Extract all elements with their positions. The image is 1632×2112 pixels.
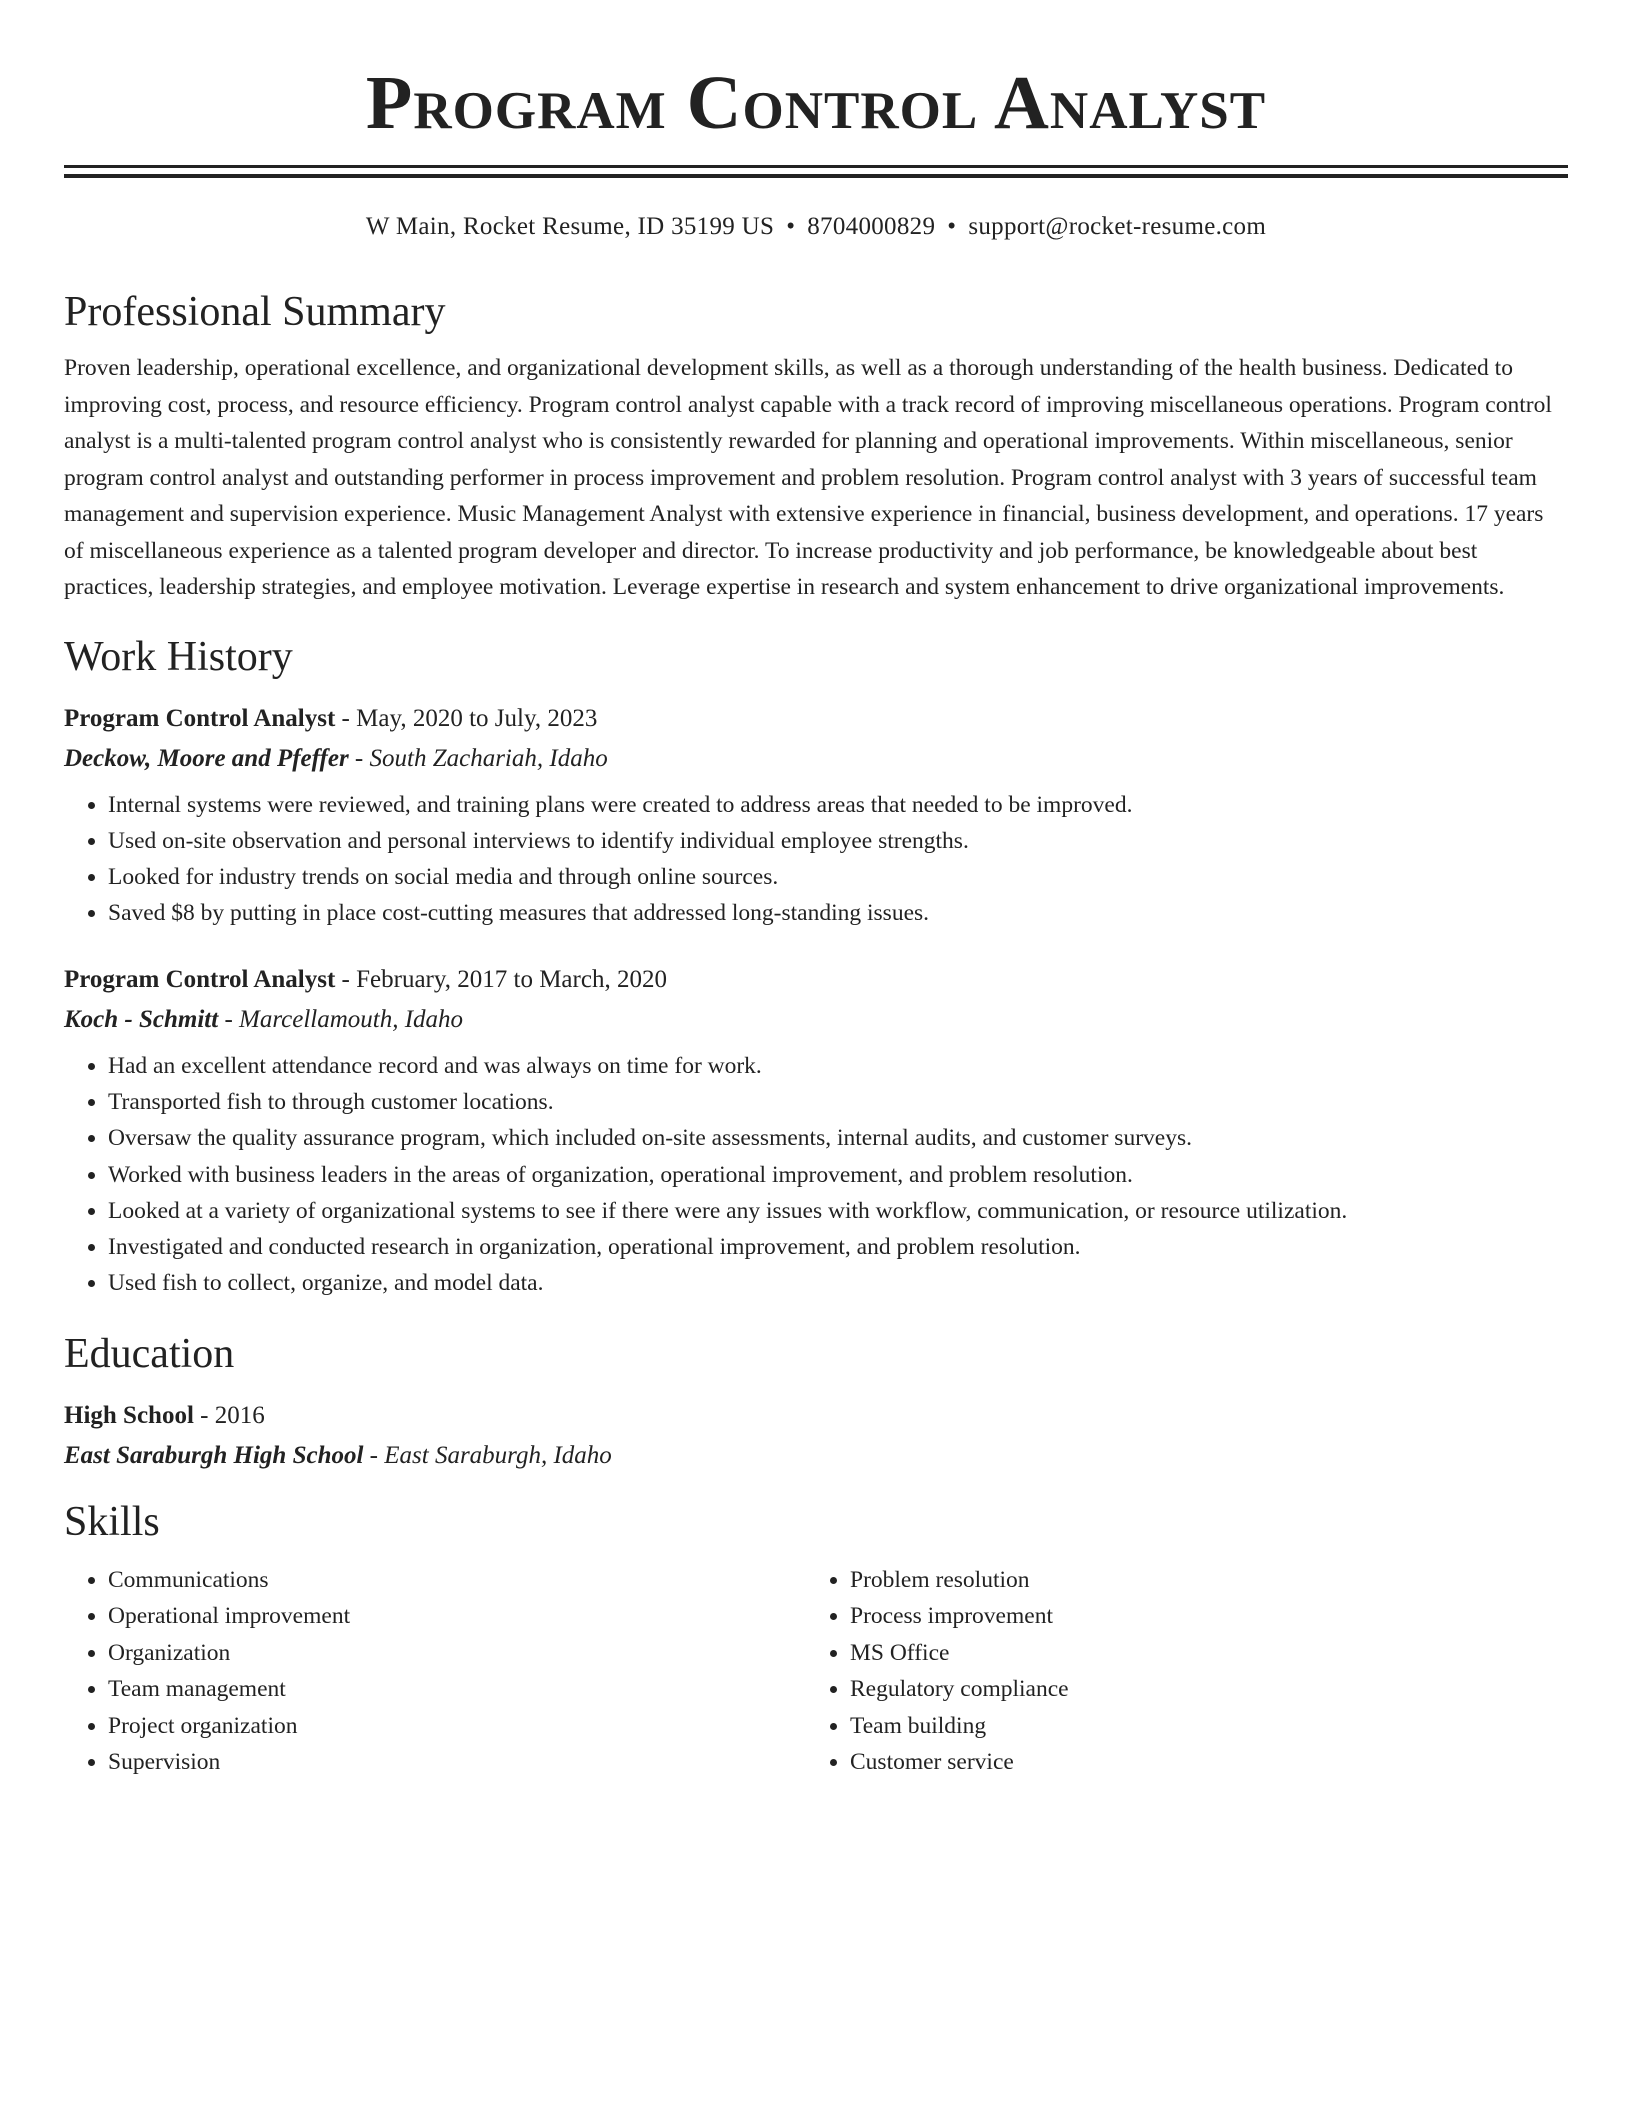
job-bullet: • Worked with business leaders in the areas of organization, operational improvement, and problem resolution. [108,1157,1568,1193]
section-heading-education: Education [64,1330,235,1377]
education-location: - East Saraburgh, Idaho [363,1441,612,1469]
education-school-line [64,1438,1568,1474]
job-company-line [64,741,1568,777]
job-bullet-list [64,787,1568,932]
skill-item: • Communications [108,1562,806,1599]
skill-item: • MS Office [850,1635,1550,1672]
job-location: - South Zachariah, Idaho [348,744,608,772]
job-bullet: • Used fish to collect, organize, and model data. [108,1265,1568,1301]
title-divider-bottom [64,174,1568,178]
education-school: East Saraburgh High School [64,1441,364,1469]
skill-item: • Team management [108,1671,806,1708]
section-heading-work-history: Work History [64,633,293,680]
job-title: Program Control Analyst [64,965,336,993]
skills-column-right [806,1562,1550,1781]
contact-phone: 8704000829 [807,213,936,240]
contact-separator: • [786,213,796,240]
education-entry [64,1398,1568,1474]
education-degree-line [64,1398,1568,1434]
job-company-line [64,1002,1568,1038]
contact-email: support@rocket-resume.com [968,213,1267,240]
education-year: - 2016 [193,1401,265,1429]
job-dates: - February, 2017 to March, 2020 [335,965,667,993]
title-divider-top [64,165,1568,168]
resume-title: Program Control Analyst [365,61,1267,145]
job-company: Koch - Schmitt [64,1005,219,1033]
job-location: - Marcellamouth, Idaho [218,1005,464,1033]
job-bullet: • Oversaw the quality assurance program, which included on-site assessments, internal audits, and customer surveys. [108,1120,1568,1156]
job-company: Deckow, Moore and Pfeffer [64,744,349,772]
job-title-line [64,962,1568,998]
job-dates: - May, 2020 to July, 2023 [335,704,598,732]
education-degree: High School [64,1401,194,1429]
skills-column-left [64,1562,806,1781]
job-bullet-list [64,1048,1568,1302]
skills-grid [64,1562,1568,1781]
skill-item: • Process improvement [850,1598,1550,1635]
contact-separator: • [947,213,957,240]
job-title: Program Control Analyst [64,704,336,732]
section-heading-summary: Professional Summary [64,289,446,335]
job-bullet: • Saved $8 by putting in place cost-cutting measures that addressed long-standing issues. [108,895,1568,931]
skill-item: • Team building [850,1708,1550,1745]
resume-page [64,0,1568,1781]
section-heading-skills: Skills [64,1498,160,1545]
job-bullet: • Looked for industry trends on social media and through online sources. [108,859,1568,895]
job-entry [64,701,1568,932]
skill-item: • Customer service [850,1744,1550,1781]
job-bullet: • Had an excellent attendance record and was always on time for work. [108,1048,1568,1084]
job-bullet: • Transported fish to through customer locations. [108,1084,1568,1120]
skill-item: • Operational improvement [108,1598,806,1635]
summary-text: Proven leadership, operational excellence, and organizational development skills, as well as a thorough understanding of the health business. Dedicated to improving cost, process, and resource efficiency. Program control analyst capable with a track record of improving miscellaneous operations. Program control analyst is a multi-talented program control analyst who is consistently rewarded for planning and operational improvements. Within miscellaneous, senior program control analyst and outstanding performer in process improvement and problem resolution. Program control analyst with 3 years of successful team management and supervision experience. Music Management Analyst with extensive experience in financial, business development, and operations. 17 years of miscellaneous experience as a talented program developer and director. To increase productivity and job performance, be knowledgeable about best practices, leadership strategies, and employee motivation. Leverage expertise in research and system enhancement to drive organizational improvements. [64,355,1552,600]
job-bullet: • Internal systems were reviewed, and training plans were created to address areas that needed to be improved. [108,787,1568,823]
skill-item: • Regulatory compliance [850,1671,1550,1708]
contact-address: W Main, Rocket Resume, ID 35199 US [365,213,775,240]
job-entry [64,962,1568,1302]
job-bullet: • Looked at a variety of organizational systems to see if there were any issues with workflow, communication, or resource utilization. [108,1193,1568,1229]
skill-item: • Project organization [108,1708,806,1745]
skill-item: • Organization [108,1635,806,1672]
job-title-line [64,701,1568,737]
skill-item: • Problem resolution [850,1562,1550,1599]
skill-item: • Supervision [108,1744,806,1781]
contact-line [64,210,1568,244]
job-bullet: • Investigated and conducted research in organization, operational improvement, and problem resolution. [108,1229,1568,1265]
job-bullet: • Used on-site observation and personal interviews to identify individual employee strengths. [108,823,1568,859]
